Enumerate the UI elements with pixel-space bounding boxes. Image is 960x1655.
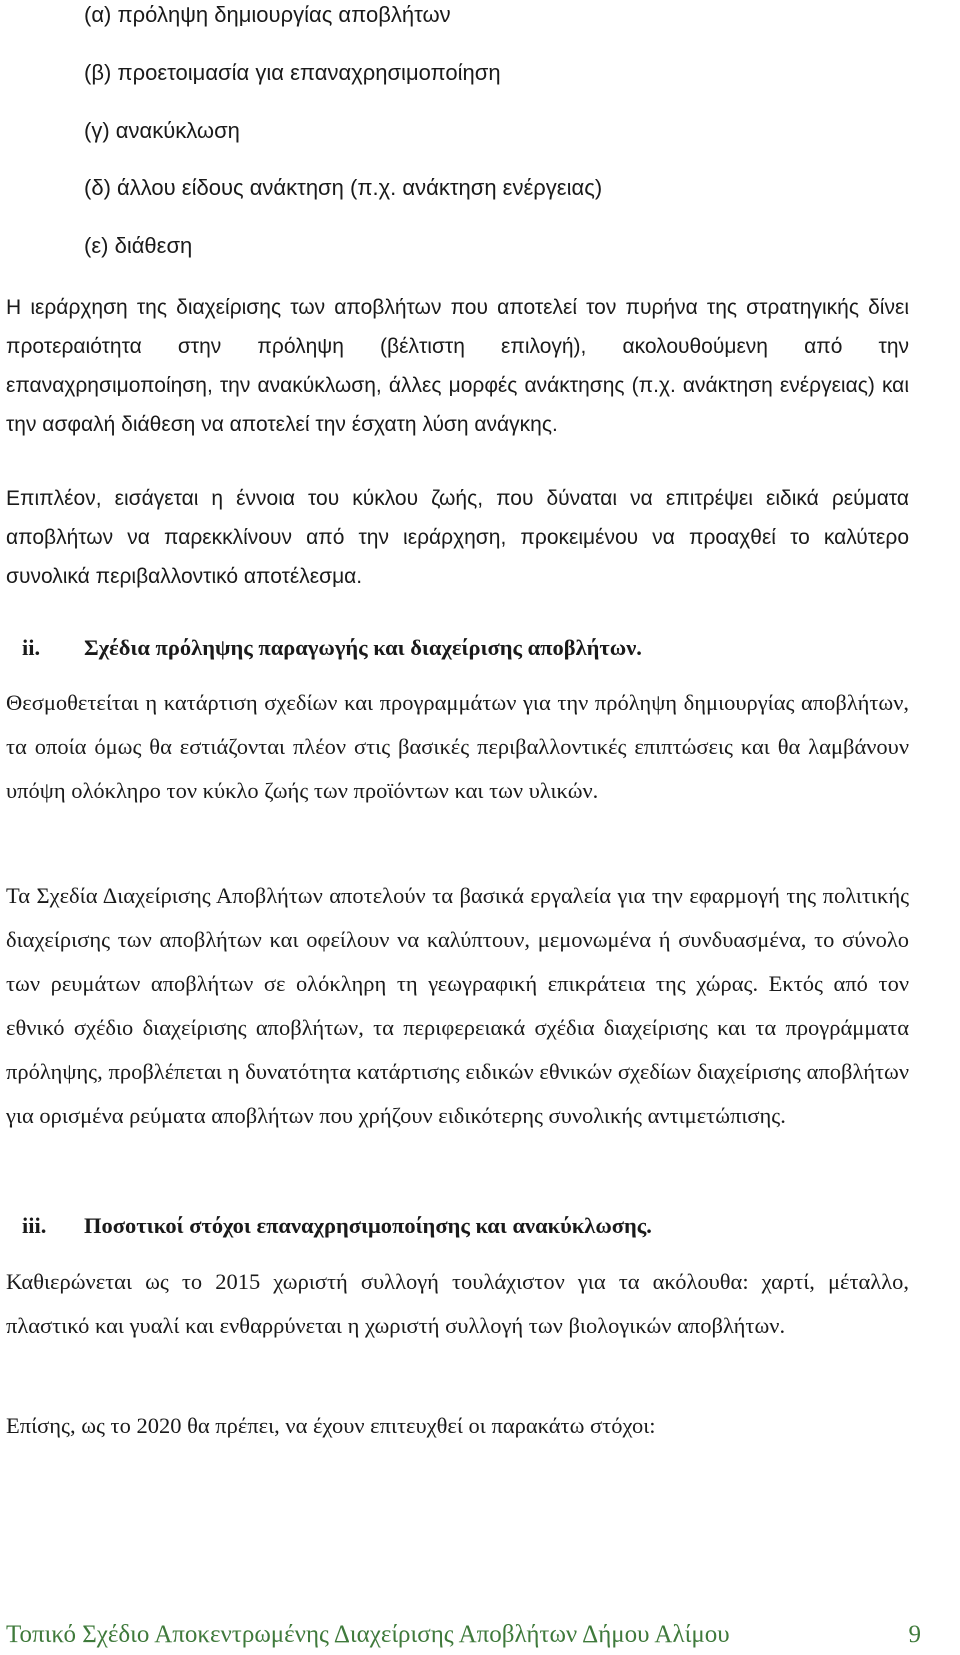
paragraph-plans-detail: Τα Σχεδία Διαχείρισης Αποβλήτων αποτελούν τα βασικά εργαλεία για την εφαρμογή της πολιτικής διαχείρισης των αποβλήτων και οφείλουν να καλύπτουν, μεμονωμένα ή συνδυασμένα, το σύνολο των ρευμάτων αποβλήτων σε ολόκληρη τη γεωγραφική επικράτεια της χώρας. Εκτός από τον εθνικό σχέδιο διαχείρισης αποβλήτων, τα περιφερειακά σχέδια διαχείρισης και τα προγράμματα πρόληψης, προβλέπεται η δυνατότητα κατάρτισης ειδικών εθνικών σχεδίων διαχείρισης αποβλήτων για ορισμένα ρεύματα αποβλήτων που χρήζουν ειδικότερης συνολικής αντιμετώπισης. [6,883,909,1128]
list-item-other-recovery: (δ) άλλου είδους ανάκτηση (π.χ. ανάκτηση ενέργειας) [84,175,603,200]
paragraph-plans-intro: Θεσμοθετείται η κατάρτιση σχεδίων και προγραμμάτων για την πρόληψη δημιουργίας αποβλήτων, τα οποία όμως θα εστιάζονται πλέον στις βασικές περιβαλλοντικές επιπτώσεις και θα λαμβάνουν υπόψη ολόκληρο τον κύκλο ζωής των προϊόντων και των υλικών. [6,690,909,803]
paragraph-lifecycle: Επιπλέον, εισάγεται η έννοια του κύκλου ζωής, που δύναται να επιτρέψει ειδικά ρεύματα αποβλήτων να παρεκκλίνουν από την ιεράρχηση, προκειμένου να προαχθεί το καλύτερο συνολικά περιβαλλοντικό αποτέλεσμα. [6,487,909,588]
list-item-prevention: (α) πρόληψη δημιουργίας αποβλήτων [84,2,451,27]
list-item-reuse-preparation: (β) προετοιμασία για επαναχρησιμοποίηση [84,60,501,85]
page-footer [6,1617,921,1653]
footer-title: Τοπικό Σχέδιο Αποκεντρωμένης Διαχείρισης Αποβλήτων Δήμου Αλίμου [6,1621,730,1648]
paragraph-targets-intro: Επίσης, ως το 2020 θα πρέπει, να έχουν επιτευχθεί οι παρακάτω στόχοι: [6,1413,656,1438]
section-number: iii. [22,1213,47,1238]
section-title: Σχέδια πρόληψης παραγωγής και διαχείρισης αποβλήτων. [84,635,642,660]
paragraph-separate-collection: Καθιερώνεται ως το 2015 χωριστή συλλογή τουλάχιστον για τα ακόλουθα: χαρτί, μέταλλο, πλαστικό και γυαλί και ενθαρρύνεται η χωριστή συλλογή των βιολογικών αποβλήτων. [6,1269,909,1338]
list-item-recycling: (γ) ανακύκλωση [84,118,240,143]
section-number: ii. [22,635,41,660]
list-item-disposal: (ε) διάθεση [84,233,193,258]
section-title: Ποσοτικοί στόχοι επαναχρησιμοποίησης και ανακύκλωσης. [84,1213,652,1238]
paragraph-hierarchy: Η ιεράρχηση της διαχείρισης των αποβλήτων που αποτελεί τον πυρήνα της στρατηγικής δίνει προτεραιότητα στην πρόληψη (βέλτιστη επιλογή), ακολουθούμενη από την επαναχρησιμοποίηση, την ανακύκλωση, άλλες μορφές ανάκτησης (π.χ. ανάκτηση ενέργειας) και την ασφαλή διάθεση να αποτελεί την έσχατη λύση ανάγκης. [6,296,909,436]
section-heading-targets [22,1211,652,1241]
section-heading-plans [22,633,642,663]
page-number: 9 [908,1621,921,1648]
